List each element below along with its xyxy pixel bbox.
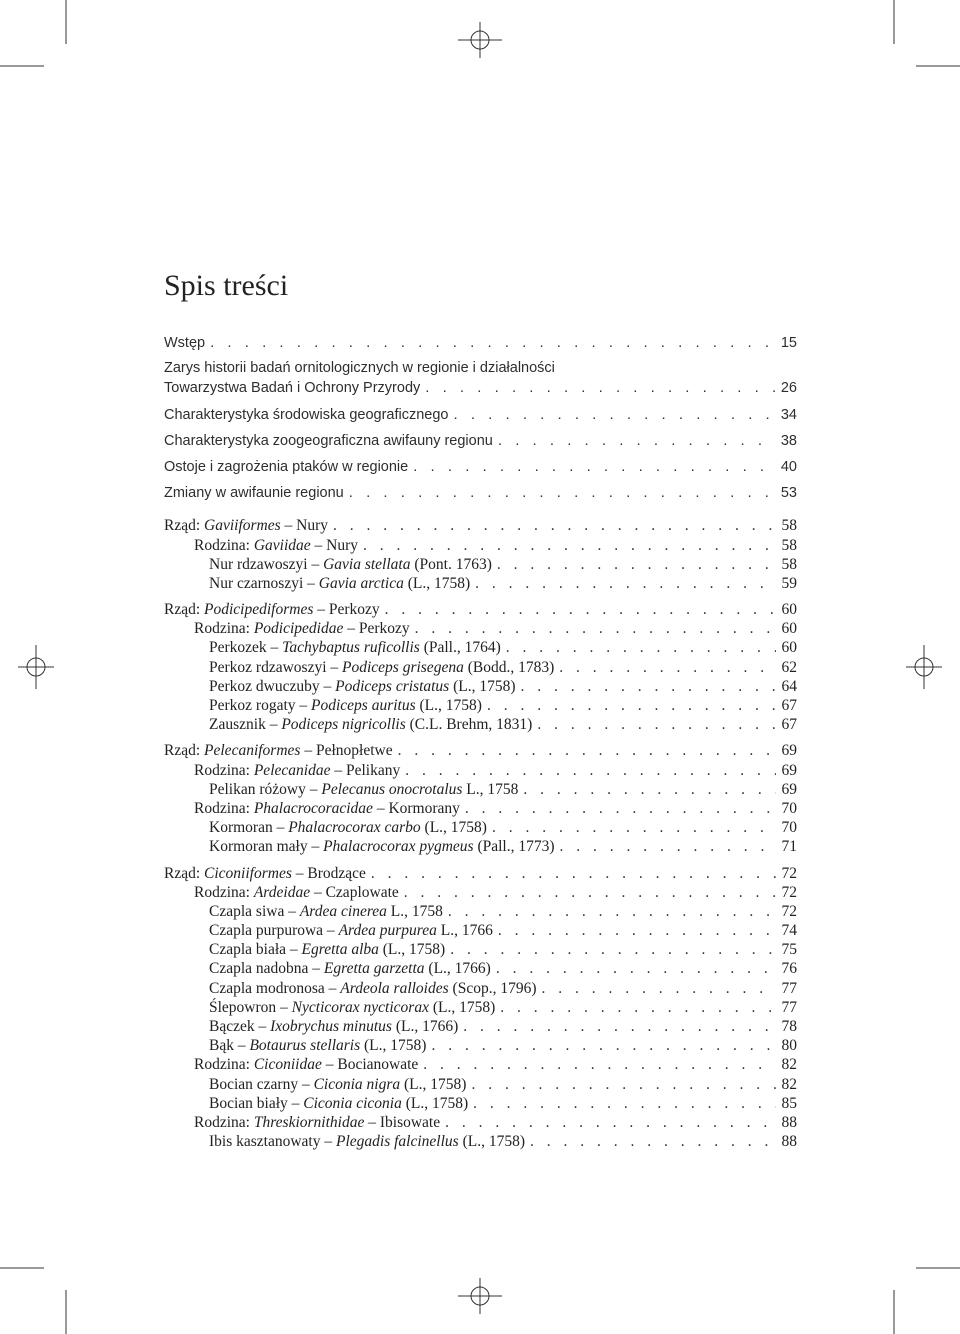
toc-entry-line: Zarys historii badań ornitologicznych w regionie i działalności <box>164 360 555 377</box>
dot-leader <box>506 638 776 657</box>
page-number: 62 <box>781 658 797 676</box>
species-author: L., 1766 <box>436 922 493 940</box>
dot-leader <box>465 799 776 818</box>
toc-family <box>164 1055 797 1074</box>
species-latin: Podiceps auritus <box>311 697 416 714</box>
toc-species <box>164 1036 797 1055</box>
page-number: 80 <box>781 1037 797 1055</box>
page-number: 82 <box>781 1056 797 1074</box>
entry-title: Charakterystyka środowiska geograficznego <box>164 406 449 423</box>
dot-leader <box>500 998 775 1017</box>
entry-text <box>164 600 380 619</box>
page-number: 67 <box>781 716 797 734</box>
species-name: Nur czarnoszyi – <box>209 574 319 592</box>
entry-text <box>164 406 449 425</box>
dot-leader <box>537 715 775 734</box>
entry-text <box>194 619 410 638</box>
toc-order <box>164 600 797 619</box>
entry-text <box>209 1094 468 1113</box>
spacer <box>164 450 797 457</box>
dot-leader <box>487 696 776 715</box>
species-name: Bączek – <box>209 1018 271 1035</box>
page-number: 38 <box>780 432 797 449</box>
dot-leader <box>415 619 776 638</box>
page-title: Spis treści <box>164 269 289 302</box>
order-name: – Perkozy <box>313 601 380 619</box>
entry-text <box>194 883 399 902</box>
page-number: 69 <box>781 742 797 760</box>
entry-text <box>194 761 400 780</box>
toc-species <box>164 555 797 574</box>
spacer <box>164 593 797 600</box>
dot-leader <box>498 921 776 940</box>
page-number: 53 <box>780 485 797 502</box>
page-number: 58 <box>781 517 797 535</box>
species-name: Pelikan różowy – <box>209 780 322 798</box>
page-number: 74 <box>781 922 797 940</box>
page-number: 15 <box>780 335 797 351</box>
entry-text <box>194 536 358 555</box>
entry-text <box>209 658 554 677</box>
dot-leader <box>425 378 775 397</box>
page-number: 76 <box>781 960 797 978</box>
dot-leader <box>559 658 775 677</box>
dot-leader <box>530 1132 776 1151</box>
toc-species <box>164 696 797 715</box>
dot-leader <box>423 1055 775 1074</box>
family-latin: Threskiornithidae <box>253 1113 365 1131</box>
species-author: (L., 1758) <box>428 998 496 1016</box>
species-author: (Pont. 1763) <box>410 555 492 573</box>
species-author: (L., 1758) <box>360 1037 427 1055</box>
toc-species <box>164 959 797 978</box>
entry-title: Ostoje i zagrożenia ptaków w regionie <box>164 458 409 475</box>
entry-text <box>209 921 493 940</box>
toc-species <box>164 677 797 696</box>
species-author: (L., 1758) <box>401 1094 469 1112</box>
family-prefix: Rodzina: <box>194 1113 254 1131</box>
species-latin: Podiceps cristatus <box>335 677 450 695</box>
dot-leader <box>560 837 776 856</box>
page-number: 75 <box>781 941 797 959</box>
entry-text <box>209 940 445 959</box>
page-number: 59 <box>781 574 797 592</box>
family-name: – Czaplowate <box>310 883 399 901</box>
order-latin: Podicipediformes <box>204 601 314 619</box>
toc-entry <box>164 483 797 502</box>
page-number: 58 <box>781 536 797 554</box>
page-number: 88 <box>781 1133 797 1151</box>
species-author: (L., 1758) <box>378 941 446 959</box>
dot-leader <box>473 1094 775 1113</box>
dot-leader <box>496 959 776 978</box>
entry-text <box>209 979 536 998</box>
page-number: 67 <box>781 697 797 714</box>
order-latin: Gaviiformes <box>204 517 281 535</box>
order-prefix: Rząd: <box>164 517 205 535</box>
species-name: Czapla siwa – <box>209 902 300 920</box>
species-latin: Pelecanus onocrotalus <box>321 780 463 798</box>
toc-species <box>164 1075 797 1094</box>
species-name: Perkoz rogaty – <box>209 697 312 714</box>
toc-species <box>164 921 797 940</box>
dot-leader <box>463 1017 775 1036</box>
entry-text <box>209 1132 525 1151</box>
family-name: – Nury <box>310 536 359 554</box>
dot-leader <box>445 1113 775 1132</box>
dot-leader <box>492 818 776 837</box>
toc-entry <box>164 378 797 397</box>
page-number: 60 <box>781 639 797 657</box>
page-number: 77 <box>781 979 797 997</box>
family-name: – Perkozy <box>343 620 410 638</box>
dot-leader <box>333 516 775 535</box>
toc-species <box>164 715 797 734</box>
page-number: 40 <box>780 458 797 475</box>
dot-leader <box>405 761 775 780</box>
dot-leader <box>431 1036 775 1055</box>
entry-text <box>209 902 443 921</box>
table-of-contents <box>164 333 797 1151</box>
species-name: Zausznik – <box>209 716 282 734</box>
toc-family <box>164 761 797 780</box>
page-number: 72 <box>781 902 797 920</box>
dot-leader <box>363 536 775 555</box>
species-latin: Egretta alba <box>301 941 379 959</box>
family-name: – Ibisowate <box>364 1113 441 1131</box>
dot-leader <box>471 1075 775 1094</box>
entry-text <box>209 837 555 856</box>
species-name: Bocian biały – <box>209 1094 304 1112</box>
entry-text <box>209 677 516 696</box>
entry-text <box>209 818 487 837</box>
entry-text <box>194 799 460 818</box>
family-latin: Podicipedidae <box>253 620 344 638</box>
family-prefix: Rodzina: <box>194 883 254 901</box>
species-author: (L., 1758) <box>400 1075 467 1093</box>
toc-family <box>164 619 797 638</box>
spacer <box>164 398 797 405</box>
family-prefix: Rodzina: <box>194 536 254 554</box>
order-latin: Pelecaniformes <box>204 742 301 760</box>
dot-leader <box>398 741 776 760</box>
dot-leader <box>497 555 776 574</box>
species-latin: Ardea purpurea <box>338 922 437 940</box>
page-number: 88 <box>781 1113 797 1131</box>
entry-title: Wstęp <box>164 335 206 351</box>
dot-leader <box>521 677 776 696</box>
entry-text <box>164 864 366 883</box>
toc-species <box>164 1017 797 1036</box>
toc-order <box>164 516 797 535</box>
family-prefix: Rodzina: <box>194 1056 254 1074</box>
species-name: Ibis kasztanowaty – <box>209 1133 336 1151</box>
family-latin: Phalacrocoracidae <box>253 799 373 817</box>
entry-text <box>164 432 493 451</box>
spacer <box>164 352 797 359</box>
species-name: Czapla modronosa – <box>209 979 341 997</box>
page-number: 82 <box>781 1075 797 1093</box>
dot-leader <box>448 902 776 921</box>
toc-species <box>164 574 797 593</box>
species-name: Ślepowron – <box>209 998 292 1016</box>
toc-entry <box>164 431 797 450</box>
entry-text <box>209 1017 458 1036</box>
entry-text <box>209 1036 426 1055</box>
page-number: 64 <box>781 677 797 695</box>
order-latin: Ciconiiformes <box>204 864 292 882</box>
toc-species <box>164 940 797 959</box>
spacer <box>164 509 797 516</box>
species-name: Czapla nadobna – <box>209 960 324 978</box>
species-name: Nur rdzawoszyi – <box>209 555 324 573</box>
entry-text <box>209 959 491 978</box>
species-author: (Scop., 1796) <box>448 979 537 997</box>
spacer <box>164 734 797 741</box>
species-name: Kormoran mały – <box>209 838 324 856</box>
species-author: (C.L. Brehm, 1831) <box>405 716 533 734</box>
toc-species <box>164 1132 797 1151</box>
species-latin: Podiceps nigricollis <box>281 716 406 734</box>
species-latin: Ixobrychus minutus <box>270 1018 392 1035</box>
family-name: – Pelikany <box>330 761 401 779</box>
species-author: (L., 1758) <box>458 1133 525 1151</box>
species-author: (L., 1758) <box>403 574 471 592</box>
dot-leader <box>385 600 776 619</box>
page-number: 70 <box>781 819 797 837</box>
page-number: 70 <box>781 799 797 817</box>
toc-family <box>164 883 797 902</box>
species-latin: Nycticorax nycticorax <box>291 998 429 1016</box>
order-prefix: Rząd: <box>164 864 205 882</box>
toc-entry <box>164 333 797 352</box>
toc-order <box>164 741 797 760</box>
species-name: Perkozek – <box>209 639 283 657</box>
entry-text <box>209 696 482 715</box>
dot-leader <box>475 574 775 593</box>
dot-leader <box>371 864 776 883</box>
species-latin: Botaurus stellaris <box>249 1037 361 1055</box>
species-latin: Gavia stellata <box>323 555 411 573</box>
species-latin: Podiceps grisegena <box>342 658 464 676</box>
page-number: 77 <box>781 998 797 1016</box>
entry-title: Towarzystwa Badań i Ochrony Przyrody <box>164 380 421 397</box>
entry-text <box>164 741 393 760</box>
entry-text <box>164 334 205 353</box>
toc-species <box>164 818 797 837</box>
entry-text <box>209 715 532 734</box>
toc-species <box>164 902 797 921</box>
toc-entry <box>164 457 797 476</box>
toc-family <box>164 799 797 818</box>
page-number: 60 <box>781 601 797 619</box>
spacer <box>164 857 797 864</box>
species-latin: Ciconia ciconia <box>303 1094 402 1112</box>
page-number: 69 <box>781 780 797 798</box>
species-name: Kormoran – <box>209 819 289 837</box>
page-number: 78 <box>781 1018 797 1035</box>
species-latin: Ardea cinerea <box>299 902 387 920</box>
toc-family <box>164 536 797 555</box>
species-name: Bocian czarny – <box>209 1075 314 1093</box>
species-latin: Egretta garzetta <box>323 960 425 978</box>
family-prefix: Rodzina: <box>194 761 254 779</box>
order-prefix: Rząd: <box>164 742 205 760</box>
toc-entry <box>164 405 797 424</box>
toc-species <box>164 998 797 1017</box>
species-author: (Pall., 1773) <box>473 838 555 856</box>
species-author: (L., 1758) <box>420 819 487 837</box>
dot-leader <box>210 333 775 352</box>
page-number: 60 <box>781 620 797 638</box>
dot-leader <box>541 979 775 998</box>
toc-species <box>164 1094 797 1113</box>
species-latin: Ardeola ralloides <box>340 979 449 997</box>
species-latin: Gavia arctica <box>318 574 404 592</box>
family-latin: Ciconiidae <box>253 1056 322 1074</box>
spacer <box>164 424 797 431</box>
entry-text <box>164 458 408 477</box>
species-author: (L., 1758) <box>449 677 516 695</box>
page-number: 34 <box>780 406 797 423</box>
family-latin: Pelecanidae <box>253 761 331 779</box>
dot-leader <box>523 780 775 799</box>
entry-title: Charakterystyka zoogeograficzna awifauny regionu <box>164 432 493 449</box>
species-author: L., 1758 <box>386 902 443 920</box>
page-number: 69 <box>781 761 797 779</box>
toc-family <box>164 1113 797 1132</box>
species-latin: Phalacrocorax carbo <box>288 819 421 837</box>
entry-text <box>209 998 495 1017</box>
order-name: – Pełnopłetwe <box>300 742 393 760</box>
entry-title: Zmiany w awifaunie regionu <box>164 485 344 502</box>
toc-species <box>164 638 797 657</box>
dot-leader <box>413 457 775 476</box>
family-name: – Kormorany <box>372 799 460 817</box>
order-prefix: Rząd: <box>164 601 205 619</box>
page-number: 72 <box>781 864 797 882</box>
toc-species <box>164 780 797 799</box>
dot-leader <box>450 940 775 959</box>
spacer <box>164 476 797 483</box>
toc-order <box>164 864 797 883</box>
page-number: 72 <box>781 883 797 901</box>
page-number: 71 <box>781 838 797 856</box>
species-latin: Plegadis falcinellus <box>335 1133 459 1151</box>
family-latin: Gaviidae <box>253 536 311 554</box>
species-name: Czapla purpurowa – <box>209 922 339 940</box>
page-number: 85 <box>781 1094 797 1112</box>
species-latin: Tachybaptus ruficollis <box>282 639 420 657</box>
order-name: – Brodzące <box>291 864 366 882</box>
toc-species <box>164 837 797 856</box>
species-name: Perkoz dwuczuby – <box>209 677 336 695</box>
dot-leader <box>454 405 775 424</box>
species-author: (Pall., 1764) <box>419 639 501 657</box>
entry-text <box>209 574 470 593</box>
page-number: 58 <box>781 555 797 573</box>
entry-text <box>209 638 501 657</box>
family-prefix: Rodzina: <box>194 620 254 638</box>
entry-text <box>209 780 518 799</box>
species-author: (L., 1766) <box>391 1018 459 1035</box>
species-latin: Phalacrocorax pygmeus <box>323 838 474 856</box>
family-prefix: Rodzina: <box>194 799 254 817</box>
entry-text <box>194 1055 418 1074</box>
species-name: Bąk – <box>209 1037 250 1055</box>
entry-text <box>164 379 420 398</box>
dot-leader <box>498 431 775 450</box>
toc-species <box>164 979 797 998</box>
entry-text <box>209 555 492 574</box>
species-author: (L., 1766) <box>424 960 491 978</box>
species-author: L., 1758 <box>462 780 519 798</box>
family-latin: Ardeidae <box>253 883 311 901</box>
species-author: (L., 1758) <box>415 697 482 714</box>
order-name: – Nury <box>280 517 329 535</box>
entry-text <box>194 1113 440 1132</box>
entry-text <box>164 516 328 535</box>
dot-leader <box>404 883 776 902</box>
page-number: 26 <box>780 380 797 397</box>
entry-text <box>164 484 344 503</box>
species-name: Perkoz rdzawoszyi – <box>209 658 342 676</box>
spacer <box>164 502 797 509</box>
family-name: – Bocianowate <box>321 1056 419 1074</box>
species-author: (Bodd., 1783) <box>463 658 555 676</box>
species-name: Czapla biała – <box>209 941 302 959</box>
toc-species <box>164 658 797 677</box>
dot-leader <box>349 483 775 502</box>
species-latin: Ciconia nigra <box>313 1075 401 1093</box>
entry-text <box>209 1075 466 1094</box>
